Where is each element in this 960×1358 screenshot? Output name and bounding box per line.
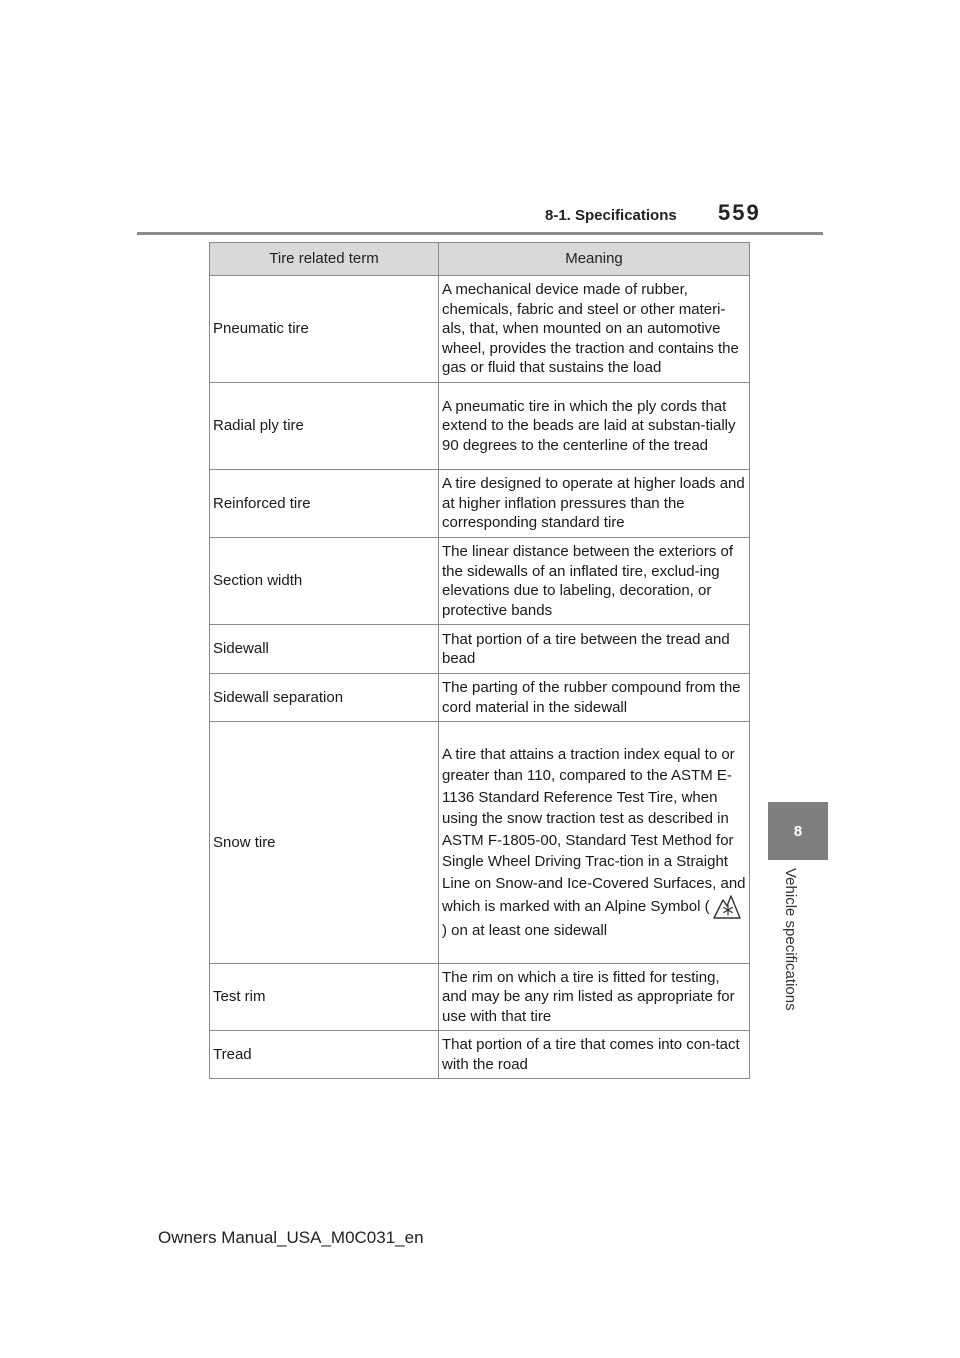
table-row (210, 538, 750, 625)
table-row (210, 1031, 750, 1079)
meaning-cell: The linear distance between the exteriors of the sidewalls of an inflated tire, exclud-ing elevations due to labeling, decoration, or protective bands (439, 538, 750, 625)
table-header-row (210, 243, 750, 276)
term-cell: Section width (210, 538, 439, 625)
column-header-term: Tire related term (210, 243, 439, 276)
meaning-cell: A pneumatic tire in which the ply cords that extend to the beads are laid at substan-tially 90 degrees to the centerline of the tread (439, 383, 750, 470)
term-cell: Sidewall (210, 625, 439, 674)
snow-meaning-after: ) on at least one sidewall (442, 922, 608, 939)
section-title: 8-1. Specifications (545, 207, 677, 224)
tire-terms-table (209, 242, 750, 1079)
table-row (210, 674, 750, 722)
meaning-cell: A tire designed to operate at higher loads and at higher inflation pressures than the corresponding standard tire (439, 470, 750, 538)
table-row (210, 964, 750, 1031)
term-cell: Test rim (210, 964, 439, 1031)
meaning-cell: That portion of a tire that comes into con-tact with the road (439, 1031, 750, 1079)
table-row (210, 625, 750, 674)
snow-meaning-before: A tire that attains a traction index equal to or greater than 110, compared to the ASTM E-1136 Standard Reference Test Tire, when using the snow traction test as described in ASTM F-1805-00, Standard Test Method for Single Wheel Driving Trac-tion in a Straight Line on Snow-and Ice-Covered Surfaces, and which is marked with an Alpine Symbol ( (442, 745, 746, 915)
chapter-label: Vehicle specifications (782, 868, 799, 1011)
footer-text: Owners Manual_USA_M0C031_en (158, 1228, 424, 1247)
table-row (210, 470, 750, 538)
term-cell: Radial ply tire (210, 383, 439, 470)
alpine-symbol-icon (712, 890, 742, 920)
meaning-cell: That portion of a tire between the tread and bead (439, 625, 750, 674)
term-cell: Sidewall separation (210, 674, 439, 722)
column-header-meaning: Meaning (439, 243, 750, 276)
table-row (210, 722, 750, 964)
term-cell: Reinforced tire (210, 470, 439, 538)
meaning-cell: A mechanical device made of rubber, chemicals, fabric and steel or other materi-als, that, when mounted on an automotive wheel, provides the traction and contains the gas or fluid that sustains the load (439, 276, 750, 383)
header-divider (137, 232, 823, 235)
term-cell: Snow tire (210, 722, 439, 964)
term-cell: Tread (210, 1031, 439, 1079)
meaning-cell: The parting of the rubber compound from the cord material in the sidewall (439, 674, 750, 722)
chapter-tab: 8 (768, 802, 828, 860)
page-number: 559 (718, 200, 761, 225)
table-row (210, 383, 750, 470)
table-row (210, 276, 750, 383)
meaning-cell: The rim on which a tire is fitted for testing, and may be any rim listed as appropriate for use with that tire (439, 964, 750, 1031)
term-cell: Pneumatic tire (210, 276, 439, 383)
meaning-cell (439, 722, 750, 964)
